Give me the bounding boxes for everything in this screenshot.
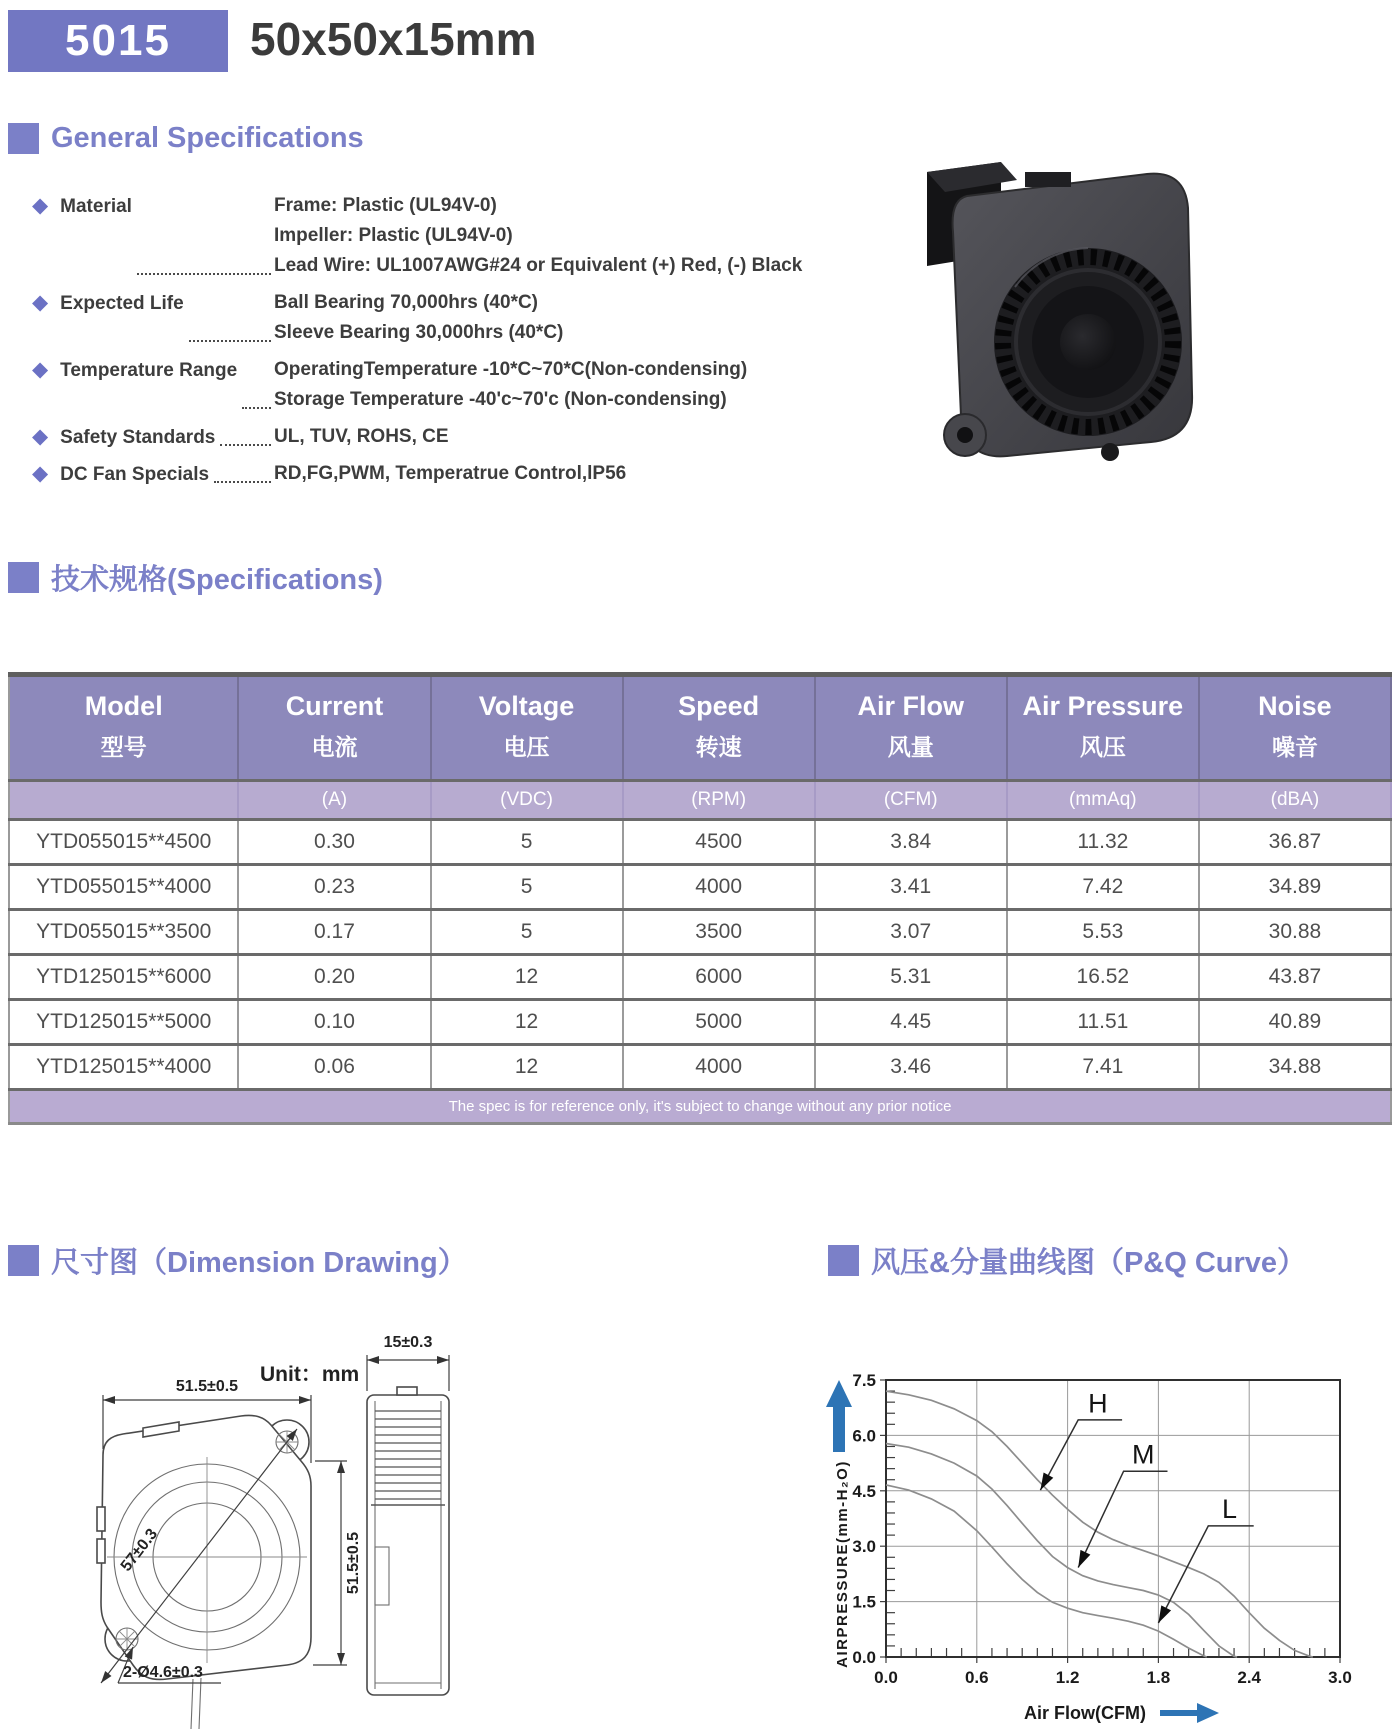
spec-value-line: UL, TUV, ROHS, CE xyxy=(274,426,449,447)
x-tick-label: 2.4 xyxy=(1237,1668,1262,1687)
diamond-bullet-icon: ◆ xyxy=(32,358,49,381)
heading-text: 技术规格(Specifications) xyxy=(51,564,383,596)
value-cell: 3.41 xyxy=(815,865,1007,910)
y-axis-title: AIRPRESSURE(mm-H₂O) xyxy=(834,1460,851,1668)
heading-text: 风压&分量曲线图（P&Q Curve） xyxy=(871,1247,1307,1279)
blower-fan-product-image xyxy=(905,152,1205,472)
spec-value-line: Lead Wire: UL1007AWG#24 or Equivalent (+) Red, (-) Black xyxy=(274,255,803,276)
spec-value-line: Impeller: Plastic (UL94V-0) xyxy=(274,225,513,246)
y-tick-label: 7.5 xyxy=(852,1371,876,1390)
table-footnote-row xyxy=(9,1090,1391,1124)
y-axis-arrow-icon xyxy=(826,1380,852,1452)
spec-item-head xyxy=(32,289,274,349)
dotted-leader xyxy=(214,481,271,483)
spec-table-heading xyxy=(8,557,383,598)
model-code: 5015 xyxy=(65,16,171,65)
unit-label: Unit：mm xyxy=(260,1363,360,1386)
column-unit: (CFM) xyxy=(815,781,1007,820)
leader-line-M xyxy=(1078,1471,1167,1567)
dim-diagonal-label: 57±0.3 xyxy=(117,1525,162,1575)
table-row xyxy=(9,1045,1391,1090)
dotted-leader xyxy=(242,407,271,409)
pq-chart-dynamic xyxy=(852,1371,1351,1687)
leader-arrowhead-M xyxy=(1078,1550,1090,1568)
x-tick-label: 1.8 xyxy=(1146,1668,1171,1687)
heading-square-icon xyxy=(8,1245,39,1276)
x-tick-label: 0.0 xyxy=(874,1668,898,1687)
column-header-cn: 噪音 xyxy=(1271,734,1318,760)
column-header-en: Current xyxy=(285,691,384,721)
y-tick-label: 0.0 xyxy=(852,1648,876,1667)
spec-table-body xyxy=(9,820,1391,1090)
column-unit: (RPM) xyxy=(623,781,815,820)
heading-text: 尺寸图（Dimension Drawing） xyxy=(51,1247,467,1279)
leader-arrowhead-L xyxy=(1158,1605,1171,1623)
table-row xyxy=(9,910,1391,955)
column-header-en: Model xyxy=(84,691,163,721)
spec-label: Safety Standards xyxy=(60,427,216,448)
value-cell: 40.89 xyxy=(1199,1000,1391,1045)
value-cell: 12 xyxy=(431,955,623,1000)
y-tick-label: 1.5 xyxy=(852,1592,876,1612)
column-header-en: Voltage xyxy=(478,691,575,721)
column-header-cn: 风压 xyxy=(1079,734,1126,760)
value-cell: 36.87 xyxy=(1199,820,1391,865)
page-title: 50x50x15mm xyxy=(250,13,537,65)
curve-M xyxy=(886,1444,1237,1658)
spec-item-3 xyxy=(32,423,912,453)
table-units-row xyxy=(9,781,1391,820)
heading-square-icon xyxy=(8,562,39,593)
spec-value-line: RD,FG,PWM, Temperatrue Control,lP56 xyxy=(274,463,627,484)
value-cell: 12 xyxy=(431,1000,623,1045)
curve-label-H: H xyxy=(1088,1388,1108,1419)
column-header xyxy=(9,675,238,781)
fan-mount-hole xyxy=(957,427,973,443)
value-cell: 7.42 xyxy=(1007,865,1199,910)
general-specs-list xyxy=(32,192,912,497)
general-specs-heading xyxy=(8,122,364,155)
value-cell: 0.06 xyxy=(238,1045,430,1090)
value-cell: 4.45 xyxy=(815,1000,1007,1045)
model-cell: YTD055015**4000 xyxy=(9,865,238,910)
value-cell: 3.84 xyxy=(815,820,1007,865)
value-cell: 0.10 xyxy=(238,1000,430,1045)
column-header xyxy=(623,675,815,781)
x-tick-label: 1.2 xyxy=(1055,1668,1080,1687)
spec-values xyxy=(274,460,912,490)
value-cell: 5 xyxy=(431,910,623,955)
value-cell: 0.23 xyxy=(238,865,430,910)
model-cell: YTD055015**4500 xyxy=(9,820,238,865)
dotted-leader xyxy=(220,444,271,446)
column-header-cn: 转速 xyxy=(695,734,742,760)
column-header-cn: 电压 xyxy=(503,734,550,760)
value-cell: 43.87 xyxy=(1199,955,1391,1000)
value-cell: 30.88 xyxy=(1199,910,1391,955)
spec-value-line: Sleeve Bearing 30,000hrs (40*C) xyxy=(274,322,564,343)
column-unit: (A) xyxy=(238,781,430,820)
table-footnote: The spec is for reference only, it's subject to change without any prior notice xyxy=(9,1090,1391,1124)
model-cell: YTD125015**4000 xyxy=(9,1045,238,1090)
spec-item-4 xyxy=(32,460,912,490)
dotted-leader xyxy=(137,273,271,275)
spec-table xyxy=(8,672,1392,1125)
value-cell: 16.52 xyxy=(1007,955,1199,1000)
value-cell: 3.46 xyxy=(815,1045,1007,1090)
value-cell: 4000 xyxy=(623,865,815,910)
spec-values xyxy=(274,289,912,349)
spec-value-line: Ball Bearing 70,000hrs (40*C) xyxy=(274,292,539,313)
diamond-bullet-icon: ◆ xyxy=(32,462,49,485)
value-cell: 34.88 xyxy=(1199,1045,1391,1090)
column-header-en: Air Pressure xyxy=(1022,691,1184,721)
column-header xyxy=(815,675,1007,781)
column-header-en: Air Flow xyxy=(857,691,964,721)
column-header xyxy=(1007,675,1199,781)
spec-value-line: OperatingTemperature -10*C~70*C(Non-condensing) xyxy=(274,359,748,380)
dim-height-label: 51.5±0.5 xyxy=(345,1531,362,1595)
x-axis-title: Air Flow(CFM) xyxy=(1024,1703,1146,1723)
spec-values xyxy=(274,356,912,416)
column-unit: (dBA) xyxy=(1199,781,1391,820)
value-cell: 0.30 xyxy=(238,820,430,865)
column-unit: (VDC) xyxy=(431,781,623,820)
column-header-cn: 型号 xyxy=(100,734,147,760)
table-row xyxy=(9,1000,1391,1045)
diamond-bullet-icon: ◆ xyxy=(32,425,49,448)
y-tick-label: 3.0 xyxy=(852,1537,876,1557)
pq-curve-heading xyxy=(828,1240,1306,1281)
x-axis-arrow-icon xyxy=(1160,1703,1219,1723)
column-unit xyxy=(9,781,238,820)
value-cell: 6000 xyxy=(623,955,815,1000)
dimension-heading xyxy=(8,1240,467,1281)
value-cell: 5000 xyxy=(623,1000,815,1045)
value-cell: 11.32 xyxy=(1007,820,1199,865)
fan-impeller xyxy=(994,248,1182,436)
dimension-drawing xyxy=(45,1295,525,1733)
spec-item-head xyxy=(32,192,274,282)
side-view xyxy=(367,1387,449,1695)
curve-label-L: L xyxy=(1222,1494,1238,1525)
column-header xyxy=(1199,675,1391,781)
value-cell: 5 xyxy=(431,820,623,865)
y-tick-label: 6.0 xyxy=(852,1426,876,1446)
leader-arrowhead-H xyxy=(1040,1473,1053,1491)
plot-border xyxy=(886,1380,1340,1657)
spec-label: DC Fan Specials xyxy=(60,464,210,485)
y-tick-label: 4.5 xyxy=(852,1481,876,1501)
spec-item-head xyxy=(32,423,274,453)
value-cell: 5.31 xyxy=(815,955,1007,1000)
value-cell: 11.51 xyxy=(1007,1000,1199,1045)
column-header-cn: 风量 xyxy=(887,734,934,760)
heading-square-icon xyxy=(828,1245,859,1276)
dim-width-label: 51.5±0.5 xyxy=(175,1378,239,1395)
pq-chart-svg xyxy=(735,1352,1400,1733)
spec-item-1 xyxy=(32,289,912,349)
spec-value-line: Storage Temperature -40'c~70'c (Non-condensing) xyxy=(274,389,727,410)
x-tick-label: 0.6 xyxy=(964,1668,989,1687)
model-cell: YTD125015**5000 xyxy=(9,1000,238,1045)
value-cell: 7.41 xyxy=(1007,1045,1199,1090)
table-row xyxy=(9,820,1391,865)
heading-square-icon xyxy=(8,123,39,154)
spec-item-head xyxy=(32,356,274,416)
spec-values xyxy=(274,192,912,282)
value-cell: 0.17 xyxy=(238,910,430,955)
value-cell: 0.20 xyxy=(238,955,430,1000)
leader-line-H xyxy=(1040,1420,1122,1490)
dotted-leader xyxy=(189,340,271,342)
value-cell: 12 xyxy=(431,1045,623,1090)
spec-item-2 xyxy=(32,356,912,416)
value-cell: 5 xyxy=(431,865,623,910)
table-row xyxy=(9,955,1391,1000)
column-header xyxy=(431,675,623,781)
fan-connector xyxy=(1025,172,1071,187)
column-unit: (mmAq) xyxy=(1007,781,1199,820)
value-cell: 4500 xyxy=(623,820,815,865)
spec-label: Material xyxy=(60,196,132,217)
column-header-en: Noise xyxy=(1258,691,1332,721)
dim-holes-label: 2-Ø4.6±0.3 xyxy=(123,1664,203,1681)
model-code-badge xyxy=(8,10,228,72)
curve-label-M: M xyxy=(1132,1439,1155,1470)
spec-label: Expected Life xyxy=(60,293,184,314)
spec-item-head xyxy=(32,460,274,490)
value-cell: 3.07 xyxy=(815,910,1007,955)
spec-value-line: Frame: Plastic (UL94V-0) xyxy=(274,195,497,216)
value-cell: 3500 xyxy=(623,910,815,955)
spec-values xyxy=(274,423,912,453)
heading-text: General Specifications xyxy=(51,122,364,154)
model-cell: YTD055015**3500 xyxy=(9,910,238,955)
column-header-cn: 电流 xyxy=(311,734,358,760)
diamond-bullet-icon: ◆ xyxy=(32,194,49,217)
dim-depth-label: 15±0.3 xyxy=(383,1334,433,1351)
table-header-row xyxy=(9,675,1391,781)
column-header xyxy=(238,675,430,781)
spec-label: Temperature Range xyxy=(60,360,238,381)
column-header-en: Speed xyxy=(678,691,760,721)
value-cell: 5.53 xyxy=(1007,910,1199,955)
table-row xyxy=(9,865,1391,910)
diamond-bullet-icon: ◆ xyxy=(32,291,49,314)
fan-bottom-hole xyxy=(1101,443,1119,461)
value-cell: 4000 xyxy=(623,1045,815,1090)
value-cell: 34.89 xyxy=(1199,865,1391,910)
model-cell: YTD125015**6000 xyxy=(9,955,238,1000)
x-tick-label: 3.0 xyxy=(1328,1668,1352,1687)
spec-item-0 xyxy=(32,192,912,282)
